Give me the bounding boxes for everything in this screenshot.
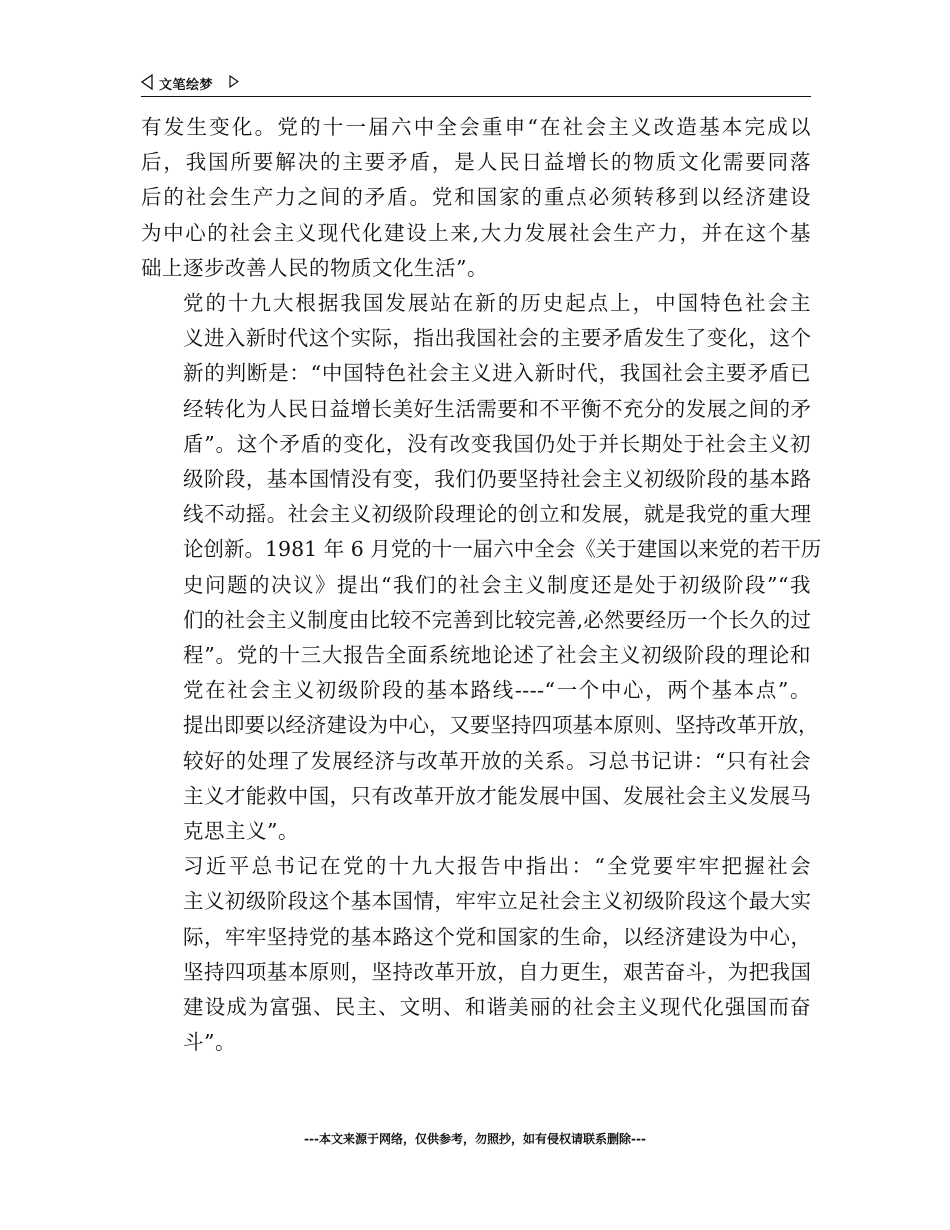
paragraph xyxy=(141,286,822,849)
text-line: 盾”。这个矛盾的变化，没有改变我国仍处于并长期处于社会主义初 xyxy=(183,431,811,456)
document-body xyxy=(141,110,822,1060)
text-line: 际，牢牢坚持党的基本路这个党和国家的生命，以经济建设为中心， xyxy=(183,924,811,949)
text-line: 们的社会主义制度由比较不完善到比较完善,必然要经历一个长久的过 xyxy=(183,607,811,632)
text-line: 克思主义”。 xyxy=(183,819,299,844)
text-line: 经转化为人民日益增长美好生活需要和不平衡不充分的发展之间的矛 xyxy=(183,396,811,421)
text-line: 习近平总书记在党的十九大报告中指出：“全党要牢牢把握社会 xyxy=(183,854,811,879)
text-line: 党的十九大根据我国发展站在新的历史起点上，中国特色社会主 xyxy=(183,291,811,316)
text-line: 后的社会生产力之间的矛盾。党和国家的重点必须转移到以经济建设 xyxy=(141,185,811,210)
text-line: 坚持四项基本原则，坚持改革开放，自力更生，艰苦奋斗，为把我国 xyxy=(183,959,811,984)
text-line: 党在社会主义初级阶段的基本路线----“一个中心，两个基本点”。 xyxy=(183,678,811,703)
text-line: 为中心的社会主义现代化建设上来,大力发展社会生产力，并在这个基 xyxy=(141,220,811,245)
text-line: 主义才能救中国，只有改革开放才能发展中国、发展社会主义发展马 xyxy=(183,783,811,808)
footer-notice: ---本文来源于网络，仅供参考，勿照抄，如有侵权请联系删除--- xyxy=(304,1132,646,1146)
text-line: 建设成为富强、民主、文明、和谐美丽的社会主义现代化强国而奋 xyxy=(183,995,811,1020)
page-header xyxy=(141,72,811,97)
text-line: 级阶段，基本国情没有变，我们仍要坚持社会主义初级阶段的基本路 xyxy=(183,467,811,492)
paragraph xyxy=(141,110,811,286)
header-brand: 文笔绘梦 xyxy=(159,78,214,93)
text-line: 新的判断是：“中国特色社会主义进入新时代，我国社会主要矛盾已 xyxy=(183,361,811,386)
text-line: 史问题的决议》提出“我们的社会主义制度还是处于初级阶段”“我 xyxy=(183,572,811,597)
left-triangle-icon xyxy=(141,74,153,90)
text-line: 斗”。 xyxy=(183,1030,236,1055)
text-line: 程”。党的十三大报告全面系统地论述了社会主义初级阶段的理论和 xyxy=(183,643,811,668)
paragraph xyxy=(141,849,811,1060)
text-line: 后，我国所要解决的主要矛盾，是人民日益增长的物质文化需要同落 xyxy=(141,150,811,175)
text-line: 础上逐步改善人民的物质文化生活”。 xyxy=(141,255,488,280)
text-line: 论创新。1981 年 6 月党的十一届六中全会《关于建国以来党的若干历 xyxy=(183,537,822,562)
text-line: 线不动摇。社会主义初级阶段理论的创立和发展，就是我党的重大理 xyxy=(183,502,811,527)
text-line: 义进入新时代这个实际，指出我国社会的主要矛盾发生了变化，这个 xyxy=(183,326,811,351)
text-line: 主义初级阶段这个基本国情，牢牢立足社会主义初级阶段这个最大实 xyxy=(183,889,811,914)
right-triangle-icon xyxy=(229,75,239,88)
text-line: 提出即要以经济建设为中心，又要坚持四项基本原则、坚持改革开放， xyxy=(183,713,819,738)
text-line: 较好的处理了发展经济与改革开放的关系。习总书记讲：“只有社会 xyxy=(183,748,811,773)
text-line: 有发生变化。党的十一届六中全会重申“在社会主义改造基本完成以 xyxy=(141,115,811,139)
